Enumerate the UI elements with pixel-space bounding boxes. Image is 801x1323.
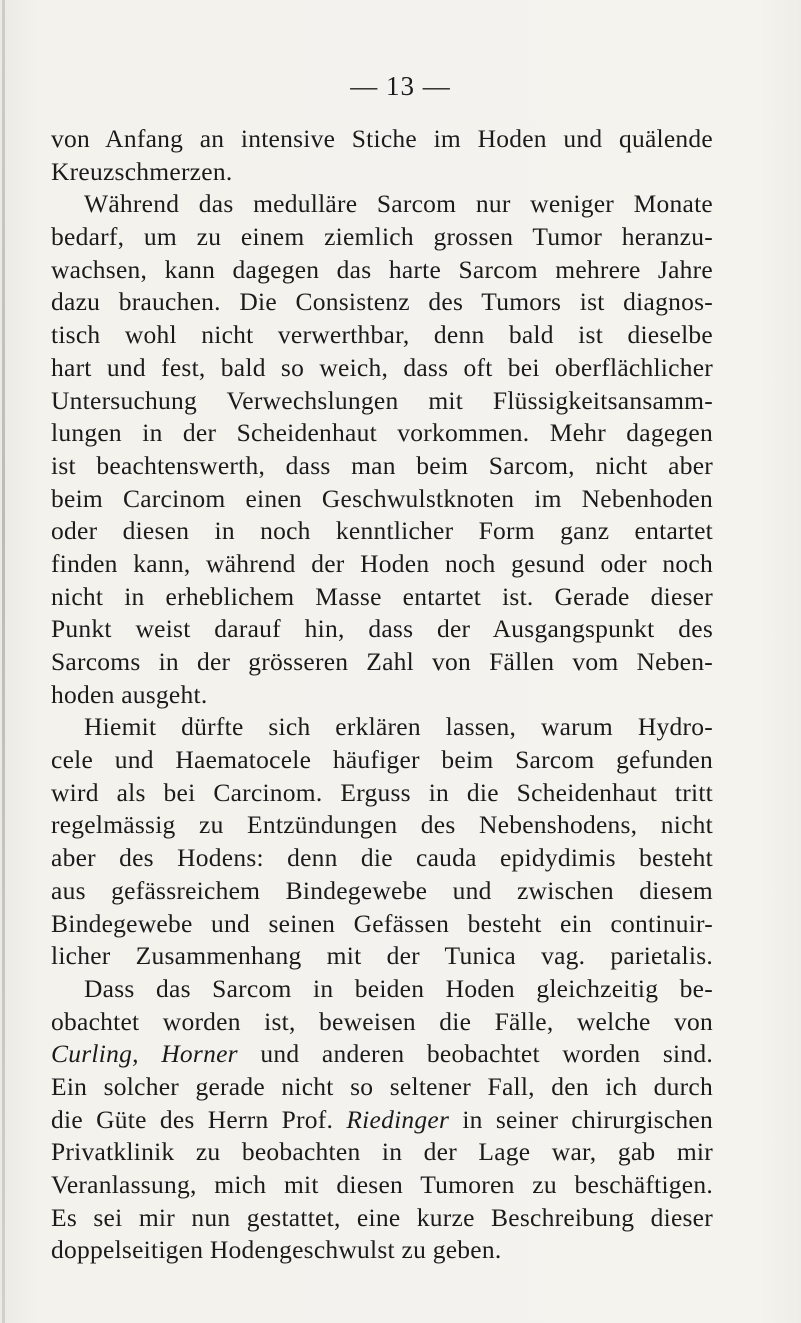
text-line: licher Zusammenhang mit der Tunica vag. parietalis. <box>51 941 713 971</box>
text-segment: und anderen beobachtet worden sind. <box>237 1039 713 1069</box>
text-line: bedarf, um zu einem ziemlich grossen Tumor heranzu- <box>51 222 713 252</box>
text-segment: die Güte des Herrn Prof. <box>51 1104 347 1134</box>
text-line: Dass das Sarcom in beiden Hoden gleichzeitig be- <box>84 973 713 1003</box>
text-line: lungen in der Scheidenhaut vorkommen. Mehr dagegen <box>51 418 713 448</box>
text-line: regelmässig zu Entzündungen des Nebenshodens, nicht <box>51 810 713 840</box>
author-name-riedinger: Riedinger <box>346 1104 450 1134</box>
text-line: oder diesen in noch kenntlicher Form ganz entartet <box>51 516 713 546</box>
text-line: beim Carcinom einen Geschwulstknoten im Nebenhoden <box>51 483 713 513</box>
text-line: aus gefässreichem Bindegewebe und zwischen diesem <box>51 875 713 905</box>
text-line: nicht in erheblichem Masse entartet ist. Gerade dieser <box>51 581 713 611</box>
text-line: doppelseitigen Hodengeschwulst zu geben. <box>51 1235 502 1265</box>
text-line-with-name <box>51 1104 713 1137</box>
text-line: cele und Haematocele häufiger beim Sarcom gefunden <box>51 745 713 775</box>
text-line: ist beachtenswerth, dass man beim Sarcom, nicht aber <box>51 450 713 480</box>
text-line: aber des Hodens: denn die cauda epidydimis besteht <box>51 843 713 873</box>
text-line: wachsen, kann dagegen das harte Sarcom mehrere Jahre <box>51 254 713 284</box>
text-line: wird als bei Carcinom. Erguss in die Scheidenhaut tritt <box>51 777 713 807</box>
text-line: obachtet worden ist, beweisen die Fälle, welche von <box>51 1006 713 1036</box>
text-line: Veranlassung, mich mit diesen Tumoren zu beschäftigen. <box>51 1170 713 1199</box>
text-line: Ein solcher gerade nicht so seltener Fall, den ich durch <box>51 1071 713 1101</box>
body-text <box>51 123 713 1267</box>
text-line: Untersuchung Verwechslungen mit Flüssigkeitsansamm- <box>51 385 713 415</box>
text-line: Sarcoms in der grösseren Zahl von Fällen vom Neben- <box>51 647 713 676</box>
text-line: Während das medulläre Sarcom nur weniger Monate <box>84 189 713 219</box>
text-line-with-names <box>51 1038 713 1071</box>
text-segment: in seiner chirurgischen <box>449 1104 713 1134</box>
author-name-curling: Curling, <box>51 1039 139 1069</box>
page-binding-edge <box>2 0 5 1323</box>
text-line: finden kann, während der Hoden noch gesund oder noch <box>51 548 713 578</box>
text-line: tisch wohl nicht verwerthbar, denn bald ist dieselbe <box>51 320 713 350</box>
text-line: hoden ausgeht. <box>51 679 208 709</box>
text-line: dazu brauchen. Die Consistenz des Tumors ist diagnos- <box>51 287 713 317</box>
text-segment <box>139 1039 162 1068</box>
text-line: von Anfang an intensive Stiche im Hoden und quälende <box>51 124 713 153</box>
text-line: Bindegewebe und seinen Gefässen besteht ein continuir- <box>51 908 713 938</box>
text-line: Punkt weist darauf hin, dass der Ausgangspunkt des <box>51 614 713 644</box>
text-line: Hiemit dürfte sich erklären lassen, warum Hydro- <box>84 712 713 742</box>
text-line: Es sei mir nun gestattet, eine kurze Beschreibung dieser <box>51 1202 713 1232</box>
text-line: hart und fest, bald so weich, dass oft bei oberflächlicher <box>51 352 713 382</box>
text-line: Privatklinik zu beobachten in der Lage war, gab mir <box>51 1137 713 1167</box>
text-line: Kreuzschmerzen. <box>51 156 233 186</box>
author-name-horner: Horner <box>161 1039 238 1069</box>
page-number: — 13 — <box>350 71 451 101</box>
